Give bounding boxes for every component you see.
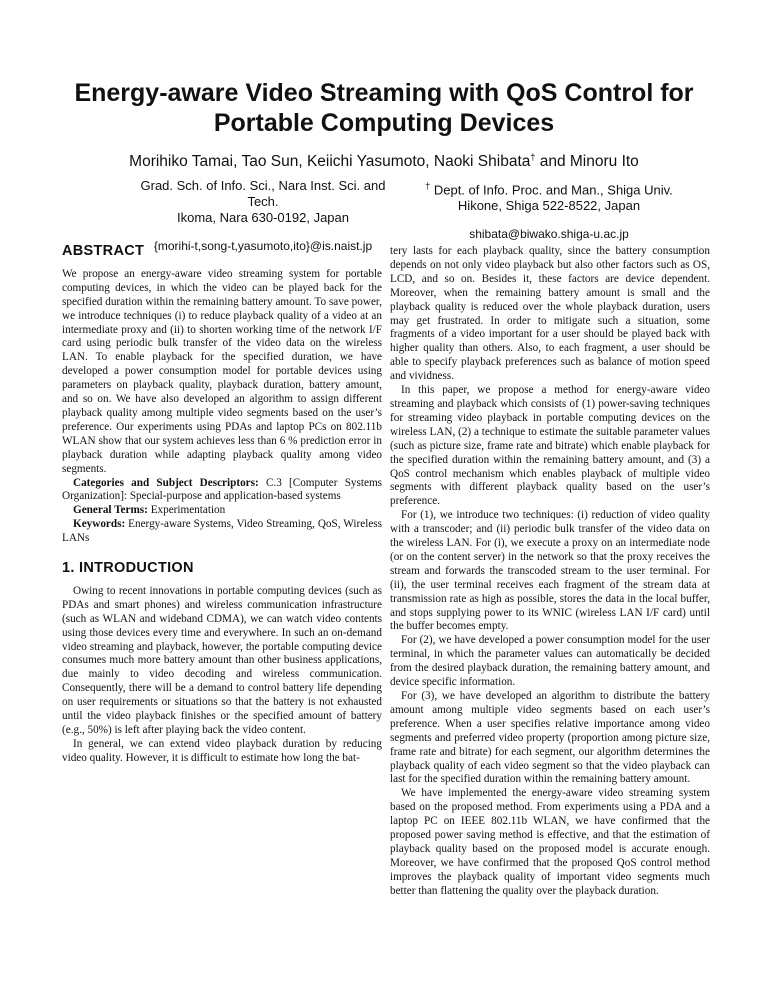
terms-text: Experimentation — [147, 504, 226, 517]
affiliation-1-line1: Grad. Sch. of Info. Sci., Nara Inst. Sci. and Tech. — [140, 178, 386, 209]
keywords-text: Energy-aware Systems, Video Streaming, QoS, Wireless LANs — [62, 518, 382, 545]
intro-paragraph: For (2), we have developed a power consumption model for the user terminal, in which the parameter values can automatically be decided from the desired playback duration, the remaining battery amount, and device specific information. — [390, 634, 710, 689]
paper-title — [0, 78, 768, 138]
affiliation-1-line2: Ikoma, Nara 630-0192, Japan — [177, 210, 349, 225]
affiliation-1 — [128, 178, 398, 254]
abstract-heading: ABSTRACT — [62, 243, 145, 259]
right-column — [390, 245, 710, 899]
affiliation-2-email: shibata@biwako.shiga-u.ac.jp — [469, 227, 629, 242]
keywords — [62, 518, 382, 546]
affiliation-2 — [424, 178, 674, 242]
intro-paragraph: For (1), we introduce two techniques: (i) reduction of video quality with a transcoder; and (ii) periodic bulk transfer of the video data on the wireless LAN. For (i), we execute a proxy on an intermediate node (or on the content server) in the network so that the proxy receives the stream and forwards the transcoded stream to the user terminal. For (ii), the user terminal receives each fragment of the stream data at transmission rate as high as possible, stores the data in the local buffer, and stops supplying power to its WNIC (wireless LAN I/F card) until the buffer becomes empty. — [390, 509, 710, 633]
authors-main: Morihiko Tamai, Tao Sun, Keiichi Yasumoto, Naoki Shibata — [129, 153, 531, 171]
abstract-text: We propose an energy-aware video streaming system for portable computing devices, in which the video can be played back for the specified duration within the remaining battery amount. To save power, we introduce techniques (i) to reduce playback quality of a video at an intermediate proxy and (ii) to shorten working time of the network I/F card using periodic bulk transfer of the video data on the wireless LAN. To enable playback for the specified duration, we have developed a power consumption model for portable devices using parameters on playback quality, playback duration, battery amount, and so on. We have also developed an algorithm to assign different playback quality among multiple video segments based on the user’s preference. Our experiments using PDAs and laptop PCs on 802.11b WLAN show that our system achieves less than 6 % prediction error in playback duration while adapting playback quality among video segments. — [62, 267, 382, 475]
terms-label: General Terms: — [73, 504, 148, 517]
affiliation-2-line2: Hikone, Shiga 522-8522, Japan — [457, 198, 641, 214]
categories — [62, 477, 382, 505]
title-line-2: Portable Computing Devices — [213, 109, 555, 137]
intro-paragraph: We have implemented the energy-aware video streaming system based on the proposed method. From experiments using a PDA and a laptop PC on IEEE 802.11b WLAN, we have confirmed that the proposed power saving method is effective, and that the estimation of playback quality based on the proposed model is accurate enough. Moreover, we have confirmed that the proposed QoS control method improves the playback quality of important video segments much better than flattening the quality over the playback duration. — [390, 787, 710, 897]
categories-text: C.3 [Computer Systems Organization]: Special-purpose and application-based systems — [62, 476, 382, 503]
authors-tail: and Minoru Ito — [535, 153, 639, 171]
keywords-label: Keywords: — [73, 518, 126, 531]
introduction-heading: 1. INTRODUCTION — [62, 560, 194, 577]
intro-paragraph-continued: tery lasts for each playback quality, since the battery consumption depends on not only video playback but also other factors such as OS, LCD, and so on. Besides it, these factors are device dependent. Moreover, when the remaining battery amount is small and the playback quality is reduced over the whole playback duration, users may get frustrated. In order to mitigate such a situation, some fragments of a video important for a user should be played back with higher quality than others. Also, to each fragment, a user should be able to specify playback preferences such as balance of motion speed and vividness. — [390, 245, 710, 383]
affiliation-2-dagger: † — [425, 181, 431, 191]
affiliation-1-email: {morihi-t,song-t,yasumoto,ito}@is.naist.jp — [153, 239, 373, 253]
affiliation-2-line1: Dept. of Info. Proc. and Man., Shiga Univ. — [433, 182, 673, 198]
general-terms — [62, 504, 382, 518]
intro-paragraph: In general, we can extend video playback duration by reducing video quality. However, it is difficult to estimate how long the bat- — [62, 737, 382, 764]
title-line-1: Energy-aware Video Streaming with QoS Control for — [74, 79, 694, 107]
author-list — [0, 152, 768, 171]
intro-paragraph: Owing to recent innovations in portable computing devices (such as PDAs and smart phones) and wireless communication infrastructure (such as WLAN and wideband CDMA), we can watch video contents using those devices every time and everywhere. In such an on-demand video streaming and playback, however, the portable computing device consumes much more battery amount than other business applications, due mainly to video decoding and wireless communication. Consequently, there will be a demand to control battery life depending on user requirements or situations so that the battery is not exhausted until the video playback finishes or the specified amount of battery (e.g., 50%) is left after playing back the video content. — [62, 584, 382, 736]
categories-label: Categories and Subject Descriptors: — [73, 476, 259, 489]
intro-paragraph: For (3), we have developed an algorithm to distribute the battery amount among multiple video segments based on each user’s preference. When a user specifies relative importance among video segments and preferred video property (proportion among picture size, frame rate and bitrate) for each segment, our algorithm determines the playback quality of each video segment so that the video playback can last for the specified duration within the remaining battery amount. — [390, 690, 710, 786]
intro-paragraph: In this paper, we propose a method for energy-aware video streaming and playback which consists of (1) power-saving techniques for streaming video playback in portable computing devices on the wireless LAN, (2) a technique to estimate the suitable parameter values (such as picture size, frame rate and bitrate) which enable playback for the specified duration within the remaining battery amount, and (3) a QoS control mechanism which enables playback of multiple video segments with different playback quality based on the user’s preference. — [390, 384, 710, 508]
left-column — [62, 245, 382, 766]
dagger-mark: † — [530, 152, 536, 162]
